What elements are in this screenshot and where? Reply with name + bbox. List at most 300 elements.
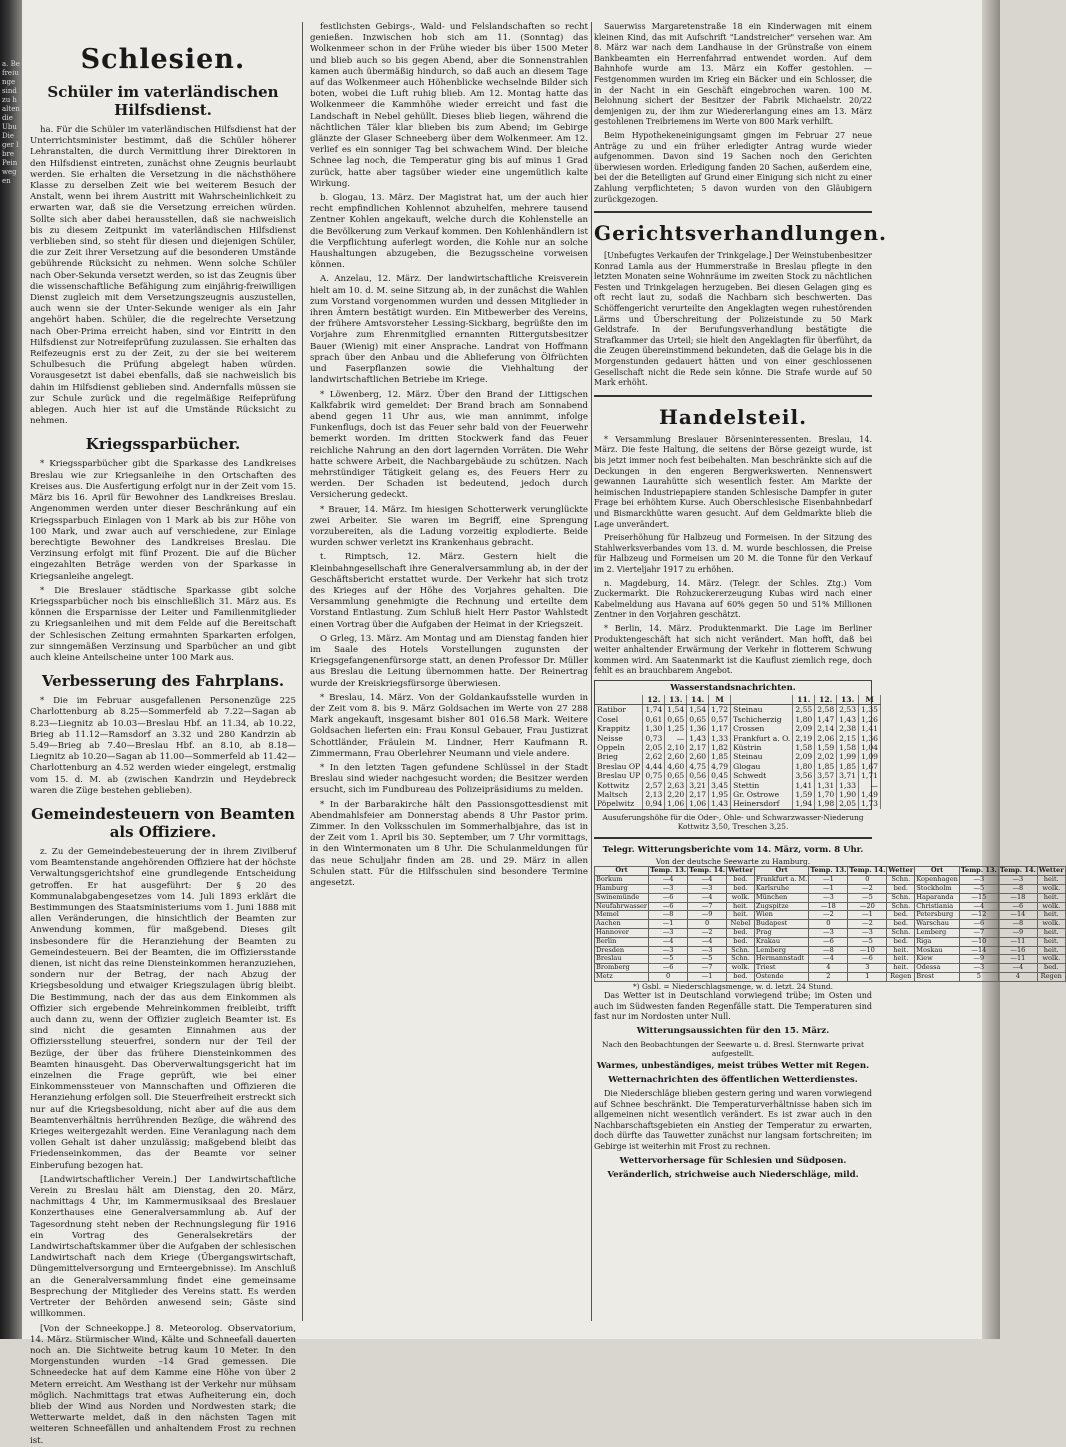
article-text: festlichsten Gebirgs-, Wald- und Felslandschaften so recht genießen. Inzwischen hob sich am 11. (Sonntag) das Wolkenmeer schon in der Frühe wieder bis über 1500 Meter und blieb auch so bis gegen Abend, aber die Sonnenstrahlen kamen auch übermäßig hindurch, so daß auch an diesem Tage auf das Wolkenmeer auch Höhenblicke wechselnde Bilder sich boten, wobei die Luft ruhig blieb. Am 12. Montag hatte das Wolkenmeer die Kammhöhe wieder erreicht und fast die Landschaft in Nebel gehüllt. Dieses blieb liegen, während die nächtlichen Täler klar blieben bis zum Abend; im Gebirge glänzte der Glaser Schneeberg über dem Wolkenmeer. Am 12. verlief es ein sonniger Tag bei schwachem Wind. Der bleiche Schnee lag noch, die Temperatur ging bis auf minus 1 Grad zurück, hatte aber tagsüber wieder eine ungemütlich kalte Wirkung. <box>310 22 588 189</box>
table-cell: Heinersdorf <box>731 799 793 808</box>
article-text: * Kriegssparbücher gibt die Sparkasse des Landkreises Breslau wie zur Kriegsanleihe in den Ortschaften des Kreises aus. Die Ausfertigung erfolgt nur in der Zeit vom 15. März bis 16. April für Bewohner des Landkreises Breslau. Angenommen werden unter dieser Beschränkung auf ein Kriegssparbuch Einlagen von 1 Mark ab bis zur Höhe von 100 Mark, und zwar auch auf verschiedene, zur Einlage berechtigte Bewohner des Landkreises Breslau. Die Verzinsung erfolgt mit fünf Prozent. Die auf die Bücher eingezahlten Beträge werden von der Sparkasse in Kriegsanleihe angelegt. <box>30 459 296 582</box>
page-edge <box>982 0 1000 1339</box>
table-cell: 0 <box>688 920 727 929</box>
table-cell: Schn. <box>727 955 755 964</box>
table-cell: —1 <box>688 972 727 981</box>
table-cell: 3 <box>848 964 887 973</box>
table-cell: Neisse <box>595 734 643 743</box>
article-heading: Kriegssparbücher. <box>85 435 241 454</box>
table-cell: —8 <box>998 920 1037 929</box>
table-cell: Prag <box>754 928 808 937</box>
article-text: Sauerwiss Margaretenstraße 18 ein Kinderwagen mit einem kleinen Kind, das mit Aufschrift "Landstreicher" versehen war. Am 8. März war nach dem Landhause in der Grünstraße von einem Bankbeamten ein Herrenfahrrad entwendet worden. Auf dem Bahnhofe wurde am 13. März ein Koffer gestohlen. — Festgenommen wurden im Krieg ein Bäcker und ein Schlosser, die in der Nacht in ein Geschäft eingebrochen waren. 100 M. Belohnung sichert der Besitzer der Fabrik Michaelstr. 20/22 demjenigen zu, der ihm zur Wiedererlangung eines am 13. März gestohlenen Treibriemens im Werte von 800 Mark verhilft. <box>594 22 872 127</box>
forecast-source: Nach den Beobachtungen der Seewarte u. d. Bresl. Sternwarte privat aufgestellt. <box>601 1039 864 1058</box>
table-cell: Frankfurt a. M. <box>755 875 808 884</box>
article-text: * Versammlung Breslauer Börseninteressenten. Breslau, 14. März. Die feste Haltung, die seitens der Börse gezeigt wurde, ist bis jetzt immer noch fest beibehalten. Man beschränkte sich auf die Deckungen in den engeren Bergwerkswerten. Nennenswert gewannen Laurahütte sich wesentlich fester. Am Markte der heimischen Industriepapiere standen Schlesische Dampfer in guter Frage bei erhöhtem Kurse. Auch Oberschlesische Eisenbahnbedarf und Bismarckhütte waren gesucht. Auf dem Geldmarkte blieb die Lage unverändert. <box>594 434 872 529</box>
table-cell: 1,73 <box>859 799 881 808</box>
table-cell: heit. <box>887 964 915 973</box>
table-row <box>595 928 1066 937</box>
table-cell: wolk. <box>1037 884 1065 893</box>
table-cell: 1,94 <box>793 799 815 808</box>
table-cell: 1,06 <box>687 799 709 808</box>
table-cell: bed. <box>727 972 755 981</box>
table-header-cell: 14. <box>687 695 709 705</box>
table-cell: Glogau <box>731 762 793 771</box>
table-cell: 1,33 <box>709 734 731 743</box>
table-cell: —8 <box>809 946 848 955</box>
table-cell: 3,21 <box>687 781 709 790</box>
table-cell: wolk. <box>1037 955 1065 964</box>
table-cell: 1,98 <box>815 799 837 808</box>
article-text: * Die im Februar ausgefallenen Personenzüge 225 Charlottenburg ab 8.25—Sommerfeld ab 7.22—Sagan ab 8.23—Liegnitz ab 10.03—Breslau Hbf. an 11.34, ab 10.22, Brieg ab 11.12—Ramsdorf an 3.32 und 280 Kandrzin ab 5.49—Brieg ab 7.40—Breslau Hbf. an 8.10, ab 8.18—Liegnitz ab 10.20—Sagan ab 11.00—Sommerfeld ab 11.42—Charlottenburg an 4.52 werden wieder eingelegt, erstmalig vom 15. d. M. ab (zwischen Kandrzin und Heydebreck waren die Züge bestehen geblieben). <box>30 696 296 796</box>
table-cell: —3 <box>688 884 727 893</box>
table-row <box>595 937 1066 946</box>
section-title: Gerichtsverhandlungen. <box>594 221 887 246</box>
table-cell: 0,65 <box>687 715 709 724</box>
article-text: Das Wetter ist in Deutschland vorwiegend trübe; im Osten und auch im Südwesten fanden Regenfälle statt. Die Temperaturen sind fast nur im Nordosten unter Null. <box>594 990 872 1022</box>
table-header-cell: M <box>709 695 731 705</box>
table-cell: 1,43 <box>687 734 709 743</box>
table-cell: —7 <box>959 928 998 937</box>
article-text: ha. Für die Schüler im vaterländischen Hilfsdienst hat der Unterrichtsminister bestimmt, daß die Schüler höherer Lehranstalten, die durch Vermittlung ihrer Direktoren in den Hilfsdienst eintreten, zunächst ohne Zeugnis beurlaubt werden. Sie erhalten die Versetzung in die nächsthöhere Klasse zu derselben Zeit wie bei weiterem Besuch der Anstalt, wenn bei ihrem Austritt mit Wahrscheinlichkeit zu erwarten war, daß sie die Versetzung erreichen würden. Sollte sich aber dabei herausstellen, daß sie nachweislich bis zu diesem Zeitpunkt im vaterländischen Hilfsdienst verblieben sind, so steht für diesen und diejenigen Schüler, die zur Zeit ihrer Versetzung auf die besonderen Umstände gebührende Rücksicht zu nehmen. Wenn solche Schüler nach Ober-Sekunda versetzt werden, so ist das Zeugnis über die wissenschaftliche Befähigung zum einjährig-freiwilligen Dienst zugleich mit dem Versetzungszeugnis auszustellen, auch wenn sie der Unter-Sekunde weniger als ein Jahr angehört haben. Schüler, die die regelrechte Versetzung nach Ober-Prima erreicht haben, sind vor Eintritt in den Hilfsdienst zur Notreifeprüfung zuzulassen. Sie erhalten das Reifezeugnis erst zu der Zeit, zu der sie bei weiterem Schulbesuch die Prüfung abgelegt haben würden. Vorausgesetzt ist dabei ebenfalls, daß sie nachweislich bis dahin im Hilfsdienst geblieben sind. Andernfalls müssen sie zur Schule zurück und die regelmäßige Reifeprüfung ablegen. Auch hier ist auf die Umstände Rücksicht zu nehmen. <box>30 125 297 427</box>
binding-gutter <box>0 0 22 1339</box>
table-cell: Metz <box>595 972 649 981</box>
article-text: O Grleg, 13. März. Am Montag und am Dienstag fanden hier im Saale des Hotels Vorstellungen zugunsten der Kriegsgefangenenfürsorge statt, an denen Professor Dr. Müller aus Breslau die Leitung übernommen hatte. Der Reinertrag wurde der Kreiskriegsfürsorge überwiesen. <box>310 633 588 689</box>
table-cell: 5 <box>959 972 998 981</box>
table-header-cell: 11. <box>793 695 815 705</box>
table-cell: Haparanda <box>915 893 960 902</box>
table-header-cell: Wetter <box>728 866 753 875</box>
article-heading: Gemeindesteuern von Beamten als Offiziere. <box>31 804 295 841</box>
table-cell: Kottwitz <box>595 781 643 790</box>
table-cell: 2,60 <box>687 752 709 761</box>
table-cell: 1,41 <box>859 724 881 733</box>
table-cell: —6 <box>649 893 688 902</box>
table-cell: Hannover <box>595 928 649 937</box>
table-cell: bed. <box>887 937 915 946</box>
table-cell: —6 <box>649 964 688 973</box>
table-cell: Oppeln <box>595 743 643 752</box>
table-cell: 4,79 <box>709 762 731 771</box>
table-row <box>595 790 881 799</box>
table-cell: —6 <box>649 902 688 911</box>
table-cell: —12 <box>959 911 998 920</box>
table-cell: 1,90 <box>837 790 859 799</box>
table-row <box>595 972 1066 981</box>
table-cell: —4 <box>688 937 727 946</box>
table-cell: Memel <box>595 911 649 920</box>
table-cell: bed. <box>1037 964 1065 973</box>
weather-report-title: Telegr. Witterungsberichte vom 14. März, vorm. 8 Uhr. <box>602 845 864 856</box>
table-cell: Krappitz <box>595 724 643 733</box>
table-cell: heit. <box>727 911 755 920</box>
table-cell: Christiania <box>915 902 960 911</box>
table-row <box>595 752 881 761</box>
article-heading: Verbesserung des Fahrplans. <box>41 672 285 691</box>
table-header-cell: Temp. 14. <box>689 866 726 875</box>
table-cell: 4,75 <box>687 762 709 771</box>
table-cell: —3 <box>649 884 688 893</box>
table-cell: Crossen <box>731 724 793 733</box>
table-cell: 4 <box>809 964 848 973</box>
table-cell: 2,17 <box>687 743 709 752</box>
table-cell: —4 <box>809 955 848 964</box>
forecast-heading: Wetternachrichten des öffentlichen Wetterdienstes. <box>608 1075 858 1086</box>
table-cell: 1,25 <box>665 724 687 733</box>
table-cell: 1,06 <box>665 799 687 808</box>
table-cell: Schn. <box>727 946 755 955</box>
table-cell: Borkum <box>595 876 649 885</box>
divider <box>594 395 872 397</box>
table-cell: wolk. <box>1037 920 1065 929</box>
article-text: * Löwenberg, 12. März. Über den Brand der Littigschen Kalkfabrik wird gemeldet: Der Brand brach am Sonnabend abend gegen 11 Uhr aus, wie man annimmt, infolge Funkenflugs, doch ist das Feuer sehr bald von der Feuerwehr bemerkt worden. Im dritten Stockwerk fand das Feuer reichliche Nahrung an den dort lagernden Vorräten. Die Wehr hatte schwere Arbeit, die Nachbargebäude zu schützen. Nach mehrstündiger Tätigkeit gelang es, des Feuers Herr zu werden. Der Schaden ist bedeutend, jedoch durch Versicherung gedeckt. <box>310 389 588 501</box>
table-cell: heit. <box>727 902 755 911</box>
table-cell: —5 <box>848 893 887 902</box>
table-cell: Zugspitze <box>754 902 808 911</box>
table-cell: —14 <box>998 911 1037 920</box>
divider <box>594 211 872 213</box>
table-cell: 0,75 <box>643 771 665 780</box>
table-cell: 1,95 <box>709 790 731 799</box>
table-cell: 1,80 <box>793 762 815 771</box>
table-cell: Schn. <box>887 902 915 911</box>
table-cell: —3 <box>959 964 998 973</box>
table-cell: 1,47 <box>815 715 837 724</box>
table-cell: —2 <box>848 884 887 893</box>
table-cell: 1,54 <box>665 705 687 715</box>
article-text: t. Rimptsch, 12. März. Gestern hielt die Kleinbahngesellschaft ihre Generalversammlung ab, in der der Geschäftsbericht erstattet wurde. Der Verkehr hat sich trotz des Krieges auf der Höhe des Vorjahres gehalten. Die Versammlung genehmigte die Rechnung und erteilte dem Vorstand Entlastung. Zum Schluß hielt Herr Pastor Wahlstedt einen Vortrag über die Aufgaben der Heimat in der Kriegszeit. <box>310 552 588 630</box>
water-level-table-box <box>594 680 879 810</box>
forecast-heading: Witterungsaussichten für den 15. März. <box>636 1025 830 1036</box>
table-cell: Ratibor <box>595 705 643 715</box>
table-cell: Breslau OP <box>595 762 643 771</box>
weather-report-subtitle: Von der deutsche Seewarte zu Hamburg. <box>655 857 811 867</box>
table-note: Kottwitz 3,50, Treschen 3,25. <box>677 821 789 831</box>
table-cell: Petersburg <box>915 911 960 920</box>
table-cell: —4 <box>688 876 727 885</box>
table-cell: —16 <box>998 946 1037 955</box>
table-row <box>595 724 881 733</box>
table-header-cell: Wetter <box>1038 866 1064 875</box>
table-cell: —8 <box>649 911 688 920</box>
article-text: * Breslau, 14. März. Von der Goldankaufsstelle wurden in der Zeit vom 8. bis 9. März Goldsachen im Werte von 27 288 Mark angekauft, insgesamt bisher 801 016.58 Mark. Weitere Goldsachen lieferten ein: Frau Konsul Gebauer, Frau Justizrat Schottländer, Fräulein M. Lindner, Herr Kaufmann R. Zimmermann, Frau Oberlehrer Neumann und viele andere. <box>310 692 588 759</box>
table-cell: 0,57 <box>709 715 731 724</box>
table-cell: 2,55 <box>793 705 815 715</box>
article-text: * In den letzten Tagen gefundene Schlüssel in der Stadt Breslau sind wieder nachgesucht worden; die Besitzer werden ersucht, sich im Fundbureau des Polizeipräsidiums zu melden. <box>310 763 588 796</box>
forecast-text: Warmes, unbeständiges, meist trübes Wetter mit Regen. <box>596 1061 870 1072</box>
table-cell: —3 <box>649 946 688 955</box>
table-cell: —18 <box>998 893 1037 902</box>
table-cell: —6 <box>848 955 887 964</box>
table-cell: Tschicherzig <box>731 715 793 724</box>
divider <box>594 837 872 839</box>
table-cell: —10 <box>959 937 998 946</box>
table-header-cell: Ort <box>595 867 649 876</box>
forecast-heading: Wettervorhersage für Schlesien und Südposen. <box>619 1155 847 1166</box>
table-cell: —18 <box>809 902 848 911</box>
table-cell: Steinau <box>731 752 793 761</box>
table-cell: 0,45 <box>709 771 731 780</box>
table-cell: Regen <box>1037 972 1065 981</box>
table-cell: 2,09 <box>793 724 815 733</box>
table-cell: 1,85 <box>837 762 859 771</box>
table-cell: 0 <box>649 972 688 981</box>
table-cell: 2,10 <box>665 743 687 752</box>
table-cell: 3,71 <box>837 771 859 780</box>
table-cell: 1,17 <box>709 724 731 733</box>
table-cell: bed. <box>887 920 915 929</box>
column-rule <box>591 22 592 1321</box>
table-header-cell: Wetter <box>888 866 914 875</box>
table-cell: 2,15 <box>837 734 859 743</box>
table-cell: — <box>665 734 687 743</box>
article-text: n. Magdeburg, 14. März. (Telegr. der Schles. Ztg.) Vom Zuckermarkt. Die Rohzuckererzeugung Kubas wird nach einer Kabelmeldung aus Havana auf 60% gegen 50 und 51% Millionen Zentner in den Vorjahren geschätzt. <box>594 578 872 620</box>
table-header-cell: Temp. 13. <box>960 866 997 875</box>
table-row <box>595 762 881 771</box>
table-cell: Stettin <box>731 781 793 790</box>
table-cell: München <box>754 893 808 902</box>
table-cell: heit. <box>1037 893 1065 902</box>
table-row <box>595 734 881 743</box>
table-cell: heit. <box>1037 946 1065 955</box>
table-row <box>595 893 1066 902</box>
table-cell: 0 <box>809 920 848 929</box>
table-header-cell: Temp. 14. <box>849 866 886 875</box>
table-cell: 0,94 <box>643 799 665 808</box>
table-cell: 2,63 <box>665 781 687 790</box>
table-cell: 2,05 <box>837 799 859 808</box>
table-cell: Gr. Ostrowe <box>731 790 793 799</box>
table-cell: 1,82 <box>709 743 731 752</box>
table-cell: 4 <box>998 972 1037 981</box>
weather-table <box>594 866 1066 981</box>
table-cell: Steinau <box>731 705 793 715</box>
table-cell: 1,67 <box>859 762 881 771</box>
table-cell: —1 <box>809 884 848 893</box>
table-cell: 0,56 <box>687 771 709 780</box>
table-cell: —14 <box>959 946 998 955</box>
table-cell: —15 <box>959 893 998 902</box>
table-cell: —3 <box>959 876 998 885</box>
forecast-text: Veränderlich, strichweise auch Niederschläge, mild. <box>607 1169 859 1180</box>
table-cell: Bromberg <box>595 964 649 973</box>
table-cell: —7 <box>688 964 727 973</box>
article-text: * Berlin, 14. März. Produktenmarkt. Die Lage im Berliner Produktengeschäft hat sich nicht verändert. Man hofft, daß bei weiter anhaltender Erwärmung der Verkehr in flotterem Schwung kommen wird. Am Saatenmarkt ist die Kauflust ziemlich rege, doch fehlt es an brauchbarem Angebot. <box>594 623 872 676</box>
table-cell: heit. <box>1037 876 1065 885</box>
table-cell: —4 <box>649 937 688 946</box>
table-cell: —9 <box>998 928 1037 937</box>
table-cell: 1,26 <box>859 715 881 724</box>
table-header-cell: Ort <box>915 867 960 876</box>
table-cell: 4,60 <box>665 762 687 771</box>
article-text: z. Zu der Gemeindebesteuerung der in ihrem Zivilberuf vom Beamtenstande angehörenden Offiziere hat der höchste Verwaltungsgerichtshof eine grundlegende Entscheidung getroffen. Er hat ausgeführt: Der § 20 des Kommunalabgabengesetzes vom 14. Juli 1893 erklärt die Bestimmungen des Staatsministeriums vom 1. Juni 1888 mit allen Veränderungen, die hinsichtlich der Beamten zur Anwendung kommen, für maßgebend. Dieses gilt insbesondere für die Heranziehung der Beamten zu Gemeindesteuern. Bei der Beamten, die im Offiziersstande dienen, ist nicht das reine Diensteinkommen heranzuziehen, sondern nur der Betrag, der nach Abzug der Kriegsbesoldung und etwaiger Kriegszulagen übrig bleibt. Die Bestimmung, nach der das aus dem Einkommen als Offizier sich ergebende Mehreinkommen freibleibt, trifft auch dann zu, wenn der Offizier zugleich Beamter ist. Es sind nicht die gesamten Einnahmen aus der Offiziersstellung steuerfrei, sondern nur der Teil der Bezüge, der über das frühere Diensteinkommen des Beamten hinausgeht. Das Oberverwaltungsgericht hat im einzelnen die Frage geprüft, wie bei einer Einkommenssteuer von Mannschaften und Offizieren die Heranziehung erfolgen soll. Die Steuerfreiheit erstreckt sich nur auf die Kriegsbesoldung, nicht aber auf die aus dem Beamtenverhältnis herrührenden Bezüge, die während des Krieges weitergezahlt werden. Eine Veranlagung nach dem vollen Gehalt ist daher unzulässig; maßgebend bleibt das Friedenseinkommen, das der Beamte vor seiner Einberufung bezogen hat. <box>30 846 296 1171</box>
table-cell: Maltsch <box>595 790 643 799</box>
table-cell: Warschau <box>915 920 960 929</box>
table-cell: 2,57 <box>643 781 665 790</box>
article-heading: Schüler im vaterländischen Hilfsdienst. <box>47 83 279 119</box>
table-header-cell: 12. <box>643 695 665 705</box>
table-cell: —4 <box>688 893 727 902</box>
column-3 <box>594 22 1064 1321</box>
table-cell: —2 <box>848 920 887 929</box>
section-title: Handelsteil. <box>658 404 808 429</box>
table-cell: 2,09 <box>793 752 815 761</box>
table-cell: 1,36 <box>687 724 709 733</box>
table-cell: —3 <box>848 928 887 937</box>
table-cell: Regen <box>887 972 915 981</box>
table-header-cell: Temp. 14. <box>999 866 1036 875</box>
table-header-cell: M <box>859 695 881 705</box>
table-cell: 1,99 <box>837 752 859 761</box>
table-cell: —2 <box>688 928 727 937</box>
table-cell: Lemberg <box>754 946 808 955</box>
table-cell: 1,54 <box>687 705 709 715</box>
table-header-cell: Ort <box>754 867 808 876</box>
table-row <box>595 771 881 780</box>
article-text: Die Niederschläge blieben gestern gering und waren vorwiegend auf Schnee beschränkt. Die Temperaturverhältnisse haben sich im allgemeinen nicht wesentlich verändert. Es ist zwar auch in den Nachbarschaftsgebieten ein Anstieg der Temperatur zu erwarten, doch dürfte das Tauwetter zunächst nur langsam fortschreiten; im Gebirge ist weiterhin mit Frost zu rechnen. <box>594 1089 872 1152</box>
table-cell: Schn. <box>887 893 915 902</box>
table-cell: 1,58 <box>837 743 859 752</box>
table-cell: Berlin <box>595 937 649 946</box>
table-cell: Triest <box>754 964 808 973</box>
table-cell: Stockholm <box>915 884 960 893</box>
table-cell: Swinemünde <box>595 893 649 902</box>
table-cell: —3 <box>998 876 1037 885</box>
table-header-cell: Temp. 13. <box>650 866 687 875</box>
column-2 <box>310 22 588 1321</box>
table-cell: 1,04 <box>859 743 881 752</box>
table-cell: —5 <box>959 884 998 893</box>
article-text: * Brauer, 14. März. Im hiesigen Schotterwerk verunglückte zwei Arbeiter. Sie waren im Begriff, eine Sprengung vorzubereiten, als die Ladung vorzeitig explodierte. Beide wurden schwer verletzt ins Krankenhaus gebracht. <box>310 504 588 549</box>
table-cell: 1,49 <box>859 790 881 799</box>
article-text: * Die Breslauer städtische Sparkasse gibt solche Kriegssparbücher noch bis einschließlich 31. März aus. Es können die Ersparnisse der Leiter und Familienmitglieder zu Kriegsanleihen und mit dem Felde auf die Bereitschaft der Schlesischen Zeitung ermahnten Sparkarten erfolgen, zur sinngemäßen Verzinsung und Sparbücher an und gibt auch kleine Anteilscheine unter 100 Mark aus. <box>30 585 296 663</box>
table-cell: bed. <box>727 884 755 893</box>
table-cell: 1,41 <box>793 781 815 790</box>
table-cell: —1 <box>809 876 848 885</box>
table-row <box>595 799 881 808</box>
table-cell: 2 <box>809 972 848 981</box>
column-1 <box>30 22 297 1446</box>
table-cell: heit. <box>1037 911 1065 920</box>
table-cell: Hamburg <box>595 884 649 893</box>
table-note: Ausuferungshöhe für die Oder-, Ohle- und Schwarzwasser-Niederung <box>602 812 864 822</box>
table-cell: 3,56 <box>793 771 815 780</box>
table-cell: —1 <box>848 911 887 920</box>
table-cell: 1,30 <box>643 724 665 733</box>
table-cell: 1,58 <box>793 743 815 752</box>
table-cell: wolk. <box>1037 902 1065 911</box>
table-cell: —9 <box>688 911 727 920</box>
table-cell: Breslau UP <box>595 771 643 780</box>
table-cell: 1,85 <box>709 752 731 761</box>
table-cell: —11 <box>998 955 1037 964</box>
table-row <box>595 715 881 724</box>
table-cell: 2,05 <box>643 743 665 752</box>
table-cell: —5 <box>649 955 688 964</box>
table-header-cell: 13. <box>665 695 687 705</box>
table-cell: —4 <box>959 902 998 911</box>
table-cell: —5 <box>688 955 727 964</box>
table-cell: —3 <box>809 928 848 937</box>
table-cell: 0,65 <box>665 715 687 724</box>
table-cell: bed. <box>727 937 755 946</box>
table-cell: Krakau <box>754 937 808 946</box>
table-cell: heit. <box>887 946 915 955</box>
table-cell: —4 <box>649 876 688 885</box>
table-title: Wasserstandsnachrichten. <box>670 682 796 693</box>
table-cell: —11 <box>998 937 1037 946</box>
table-cell: Kiew <box>915 955 960 964</box>
section-title: Schlesien. <box>80 44 246 75</box>
table-cell: 3,57 <box>815 771 837 780</box>
article-text: b. Glogau, 13. März. Der Magistrat hat, um der auch hier recht empfindlichen Kohlennot abzuhelfen, mehrere tausend Zentner Kohlen angekauft, welche durch die Kohlenstelle an die Bevölkerung zum Verkauf kommen. Den Kohlenhändlern ist die Verpflichtung auferlegt worden, die Kohle nur an solche Haushaltungen abzugeben, die Bezugsscheine vorweisen können. <box>310 193 588 271</box>
table-cell: —7 <box>688 902 727 911</box>
table-cell: —6 <box>998 902 1037 911</box>
table-header-cell: Temp. 13. <box>810 866 847 875</box>
table-cell: 1,43 <box>837 715 859 724</box>
table-cell: Budapest <box>754 920 808 929</box>
table-cell: Cosel <box>595 715 643 724</box>
table-cell: Moskau <box>915 946 960 955</box>
table-cell: 2,20 <box>665 790 687 799</box>
table-cell: Nebel <box>727 920 755 929</box>
table-cell: 2,58 <box>815 705 837 715</box>
table-cell: —4 <box>998 964 1037 973</box>
table-cell: Lemberg <box>915 928 960 937</box>
table-cell: 1,59 <box>815 743 837 752</box>
table-cell: bed. <box>727 928 755 937</box>
table-cell: 2,38 <box>837 724 859 733</box>
table-cell: Karlsruhe <box>754 884 808 893</box>
table-cell: —9 <box>959 955 998 964</box>
table-cell: Schn. <box>887 928 915 937</box>
table-cell: Odessa <box>915 964 960 973</box>
table-cell: —3 <box>809 893 848 902</box>
table-cell: —3 <box>649 928 688 937</box>
table-cell: 0,61 <box>643 715 665 724</box>
table-note: *) Gsbl. = Niederschlagsmenge, w. d. letzt. 24 Stund. <box>633 981 833 991</box>
table-cell: 1,80 <box>793 715 815 724</box>
table-cell: 2,60 <box>665 752 687 761</box>
table-row <box>595 884 1066 893</box>
table-cell: Breslau <box>595 955 649 964</box>
table-header-cell <box>731 695 793 705</box>
table-cell: 1 <box>848 972 887 981</box>
table-cell: —6 <box>959 920 998 929</box>
table-header-cell: 12. <box>815 695 837 705</box>
table-header-cell: 13. <box>837 695 859 705</box>
table-cell: Brieg <box>595 752 643 761</box>
table-cell: Brest <box>915 972 960 981</box>
table-header-cell <box>595 695 643 705</box>
table-cell: —8 <box>998 884 1037 893</box>
article-text: [Landwirtschaftlicher Verein.] Der Landwirtschaftliche Verein zu Breslau hält am Dienstag, den 20. März, nachmittags 4 Uhr, im Kammermusiksaal des Breslauer Konzerthauses eine Generalversammlung ab. Auf der Tagesordnung steht neben der Rechnungslegung für 1916 ein Vortrag des Generalsekretärs der Landwirtschaftskammer über die Aufgaben der schlesischen Landwirtschaft nach dem Kriege (Übergangswirtschaft, Düngemittelversorgung und Ernteergebnisse). Im Anschluß an die Generalversammlung findet eine gemeinsame Besprechung der Mitglieder des Vereins statt. Es werden Vertreter der Behörden anwesend sein; Gäste sind willkommen. <box>30 1174 296 1320</box>
table-cell: heit. <box>887 955 915 964</box>
article-text: Preiserhöhung für Halbzeug und Formeisen. In der Sitzung des Stahlwerksverbandes vom 13. d. M. wurde beschlossen, die Preise für Halbzeug und Formeisen um 20 M. die Tonne für den Verkauf im 2. Vierteljahr 1917 zu erhöhen. <box>594 533 872 574</box>
article-text: [Unbefugtes Verkaufen der Trinkgelage.] Der Weinstubenbesitzer Konrad Lamla aus der Hummerstraße in Breslau pflegte in den letzten Monaten seine Wohnräume im zweiten Stock zu nächtlichen Festen und Trinkgelagen herzugeben. Bei diesen Gelagen ging es oft recht laut zu, sodaß die Nachbarn sich beschwerten. Das Schöffengericht verurteilte den Angeklagten wegen ruhestörenden Lärms und Überschreitung der Polizeistunde zu 50 Mark Geldstrafe. In der Berufungsverhandlung bestätigte die Strafkammer das Urteil; sie hielt den Angeklagten für überführt, da die Zeugen übereinstimmend bekundeten, daß die Gelage bis in die Morgenstunden gedauert hätten und von einer geschlossenen Gesellschaft nicht die Rede sein könne. Die Strafe wurde auf 50 Mark erhöht. <box>594 251 872 388</box>
table-cell: Kopenhagen <box>916 875 958 884</box>
table-cell: Frankfurt a. O. <box>731 734 793 743</box>
table-cell: wolk. <box>727 893 755 902</box>
table-cell: heit. <box>1037 937 1065 946</box>
table-cell: —3 <box>688 946 727 955</box>
table-cell: 1,72 <box>709 705 731 715</box>
table-cell: wolk. <box>727 964 755 973</box>
table-cell: 2,53 <box>837 705 859 715</box>
table-cell: Schn. <box>887 876 915 885</box>
table-cell: 2,06 <box>815 734 837 743</box>
article-text: A. Anzelau, 12. März. Der landwirtschaftliche Kreisverein hielt am 10. d. M. seine Sitzung ab, in der zunächst die Wahlen zum Vorstand vorgenommen wurden und dessen Mitglieder in ihren Ämtern bestätigt wurden. Ein Mitbewerber des Vereins, der frühere Amtsvorsteher Lessing-Sickbarg, begrüßte den im Vorjahre zum Ehrenmitglied ernannten Rittergutsbesitzer Bauer (Wienig) mit einer Ansprache. Landrat von Hoffmann sprach über den Anbau und die Ablieferung von Ölfrüchten und Faserpflanzen sowie die Viehhaltung der landwirtschaftlichen Betriebe im Kriege. <box>310 274 588 386</box>
table-cell: 1,43 <box>709 799 731 808</box>
